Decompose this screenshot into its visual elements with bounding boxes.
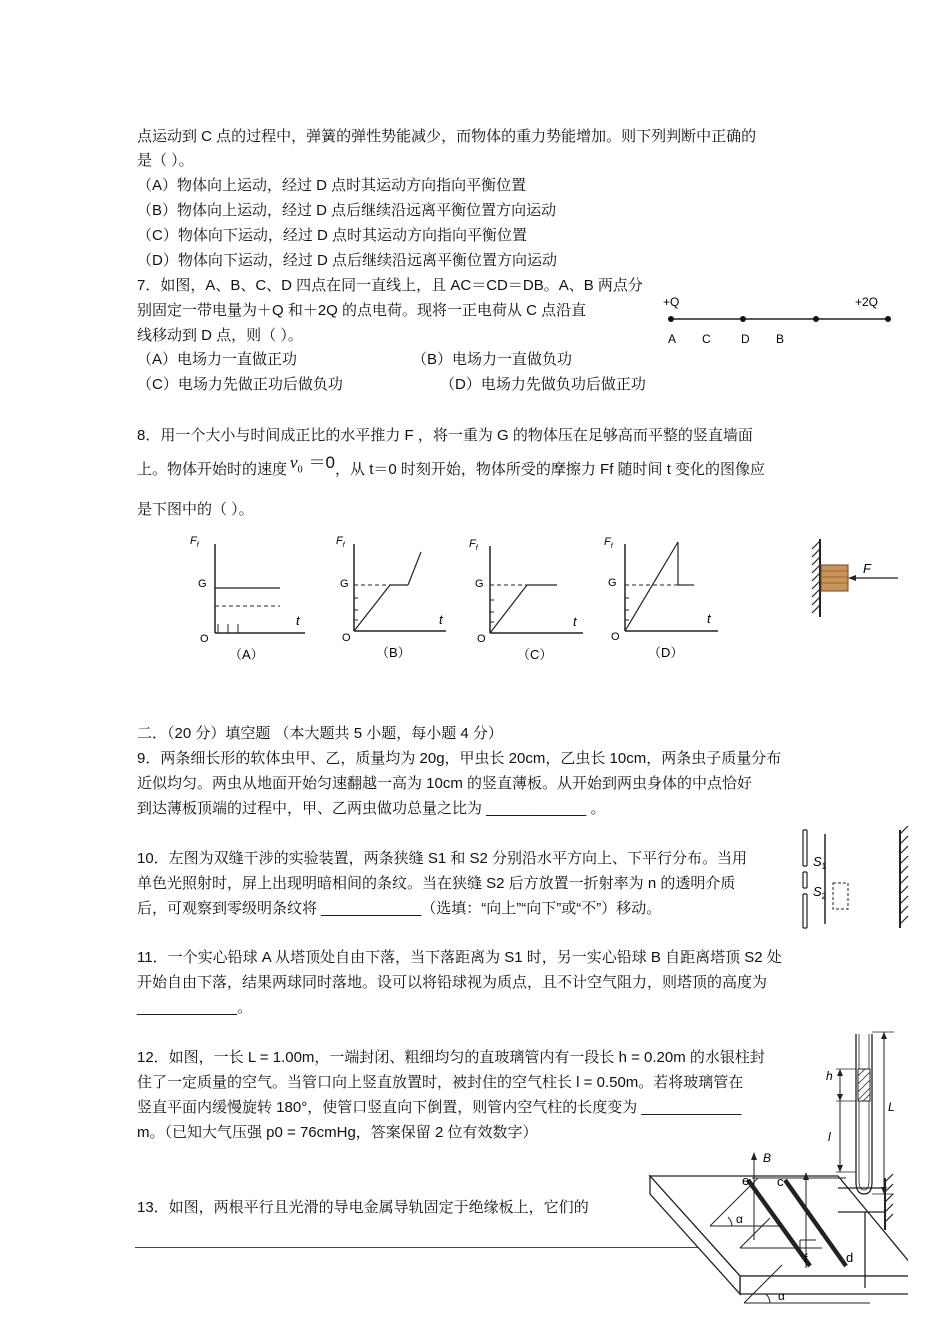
q7-label-b: B <box>776 332 785 346</box>
q6-option-d: （D）物体向下运动，经过 D 点后继续沿远离平衡位置方向运动 <box>137 252 558 269</box>
transparent-medium <box>833 883 848 909</box>
q12-line4: m。（已知大气压强 p0 = 76cmHg，答案保留 2 位有效数字） <box>137 1124 538 1141</box>
q7-option-a: （A）电场力一直做正功 <box>137 351 298 368</box>
graph-c-t-label: t <box>573 614 577 629</box>
graph-c-caption: （C） <box>517 647 553 662</box>
q10-double-slit-figure <box>798 826 910 932</box>
alpha-label-upper: α <box>736 1212 743 1226</box>
q13-line1: 13．如图，两根平行且光滑的导电金属导轨固定于绝缘板上，它们的 <box>137 1199 589 1216</box>
q8-graph-b <box>324 530 454 670</box>
graph-d-ramp <box>625 542 678 631</box>
q8-line2-end: ，从 t＝0 时刻开始，物体所受的摩擦力 Ff 随时间 t 变化的图像应 <box>335 461 766 478</box>
graph-d-caption: （D） <box>648 645 684 660</box>
s2-label: $S_2$ <box>813 884 827 901</box>
q9-line3: 到达薄板顶端的过程中，甲、乙两虫做功总量之比为 ____________ 。 <box>137 800 606 817</box>
q12-line3: 竖直平面内缓慢旋转 180°，使管口竖直向下倒置，则管内空气柱的长度变为 ____________ <box>137 1099 742 1116</box>
q7-line1: 7．如图，A、B、C、D 四点在同一直线上，且 AC＝CD＝DB。A、B 两点分 <box>137 277 643 294</box>
graph-d-g-label: G <box>608 577 617 589</box>
force-label: F <box>863 561 871 576</box>
q9-line2: 近似均匀。两虫从地面开始匀速翻越一高为 10cm 的竖直薄板。从开始到两虫身体的中点恰好 <box>137 775 753 792</box>
graph-b-t-label: t <box>439 612 443 627</box>
graph-c-origin: O <box>477 633 486 645</box>
q10-line3: 后，可观察到零级明条纹将 ____________（选填：“向上”“向下”或“不”）移动。 <box>137 900 662 917</box>
graph-c-g-label: G <box>475 578 484 590</box>
q7-left-charge-label: +Q <box>663 295 680 309</box>
q7-point-b <box>885 316 891 322</box>
slit-barrier-bottom <box>803 894 807 928</box>
q10-line1: 10．左图为双缝干涉的实验装置，两条狭缝 S1 和 S2 分别沿水平方向上、下平行分布。当用 <box>137 850 748 867</box>
graph-a-y-label: $F_f$ <box>190 535 199 549</box>
q8-line1: 8．用一个大小与时间成正比的水平推力 F ，将一重为 G 的物体压在足够高而平整的竖直墙面 <box>137 427 753 444</box>
graph-b-ramp <box>354 585 390 631</box>
graph-b-caption: （B） <box>376 645 411 660</box>
q11-line3: ____________。 <box>137 999 253 1016</box>
q7-point-d <box>813 316 819 322</box>
section-2-title: 二．（20 分）填空题 （本大题共 5 小题，每小题 4 分） <box>137 725 503 742</box>
h-label: h <box>826 1069 833 1083</box>
clamp-wall-hatching <box>885 1174 893 1222</box>
block <box>821 565 848 591</box>
q6-line1: 点运动到 C 点的过程中，弹簧的弹性势能减少，而物体的重力势能增加。则下列判断中正确的 <box>137 128 757 145</box>
q7-line3: 线移动到 D 点，则（ ）。 <box>137 327 303 344</box>
d-label: d <box>846 1250 854 1265</box>
q7-label-c: C <box>702 332 711 346</box>
slit-barrier-middle <box>803 872 807 888</box>
q7-label-a: A <box>668 332 677 346</box>
graph-c-y-label: $F_f$ <box>469 538 478 552</box>
q12-line2: 住了一定质量的空气。当管口向上竖直放置时，被封住的空气柱长 l = 0.50m。若将玻璃管在 <box>137 1074 744 1091</box>
graph-b-y-label: $F_f$ <box>336 535 345 549</box>
q7-option-c: （C）电场力先做正功后做负功 <box>137 376 343 393</box>
q8-v0-symbol: $v_0$ <box>290 453 303 476</box>
q8-graph-c <box>463 530 593 670</box>
slit-barrier-top <box>803 830 807 866</box>
f-label: f <box>804 1251 808 1266</box>
q10-line2: 单色光照射时，屏上出现明暗相间的条纹。当在狭缝 S2 后方放置一折射率为 n 的透明介质 <box>137 875 736 892</box>
screen-hatching <box>900 826 908 924</box>
q7-point-c <box>740 316 746 322</box>
insulating-board-front <box>740 1276 908 1294</box>
q8-v0-equals: ＝0 <box>308 453 336 472</box>
force-arrowhead <box>848 575 856 581</box>
q7-charge-line-figure <box>655 290 900 352</box>
graph-d-origin: O <box>611 631 620 643</box>
q7-point-a <box>668 316 674 322</box>
graph-b-g-label: G <box>340 578 349 590</box>
graph-a-caption: （A） <box>229 647 264 662</box>
q7-right-charge-label: +2Q <box>855 295 879 309</box>
graph-a-t-label: t <box>296 613 300 628</box>
q7-option-d: （D）电场力先做负功后做正功 <box>440 376 646 393</box>
q11-line1: 11．一个实心铅球 A 从塔顶处自由下落，当下落距离为 S1 时，另一实心铅球 B 自距离塔顶 S2 处 <box>137 949 782 966</box>
graph-a-origin: O <box>200 633 209 645</box>
graph-d-y-label: $F_f$ <box>604 536 613 550</box>
q8-line3: 是下图中的（ ）。 <box>137 501 254 518</box>
q8-graph-d <box>598 530 728 670</box>
q12-line1: 12．如图，一长 L = 1.00m，一端封闭、粗细均匀的直玻璃管内有一段长 h = 0.20m 的水银柱封 <box>137 1049 765 1066</box>
q7-label-d: D <box>741 332 750 346</box>
c-label: c <box>777 1174 784 1189</box>
q6-option-b: （B）物体向上运动，经过 D 点后继续沿远离平衡位置方向运动 <box>137 202 557 219</box>
q8-graph-a <box>185 530 315 670</box>
wall-hatching <box>812 541 820 613</box>
graph-b-origin: O <box>342 632 351 644</box>
q6-option-c: （C）物体向下运动，经过 D 点时其运动方向指向平衡位置 <box>137 227 528 244</box>
q11-line2: 开始自由下落，结果两球同时落地。设可以将铅球视为质点，且不计空气阻力，则塔顶的高度为 <box>137 974 768 991</box>
graph-c-ramp <box>490 585 527 633</box>
q6-line2: 是（ ）。 <box>137 152 194 169</box>
b-label: B <box>763 1151 772 1165</box>
q9-line1: 9．两条细长形的软体虫甲、乙，质量均为 20g，甲虫长 20cm，乙虫长 10cm，两条虫子质量分布 <box>137 750 782 767</box>
q6-option-a: （A）物体向上运动，经过 D 点时其运动方向指向平衡位置 <box>137 177 527 194</box>
alpha-label-lower: α <box>778 1289 785 1303</box>
graph-b-rise <box>408 552 421 585</box>
q8-line2 <box>137 453 766 486</box>
e-label: e <box>742 1173 750 1188</box>
s1-label: $S_1$ <box>813 854 827 871</box>
q13-rail-figure <box>640 1148 908 1340</box>
graph-d-t-label: t <box>707 611 711 626</box>
q8-line2-start: 上。物体开始时的速度 <box>137 461 288 478</box>
q8-wall-block-figure <box>808 535 908 625</box>
b-field-arrow <box>751 1152 757 1160</box>
L-label: L <box>888 1100 895 1114</box>
q7-option-b: （B）电场力一直做负功 <box>412 351 573 368</box>
q7-line2: 别固定一带电量为＋Q 和＋2Q 的点电荷。现将一正电荷从 C 点沿直 <box>137 302 587 319</box>
graph-a-g-label: G <box>198 578 207 590</box>
l-label: l <box>828 1130 831 1144</box>
